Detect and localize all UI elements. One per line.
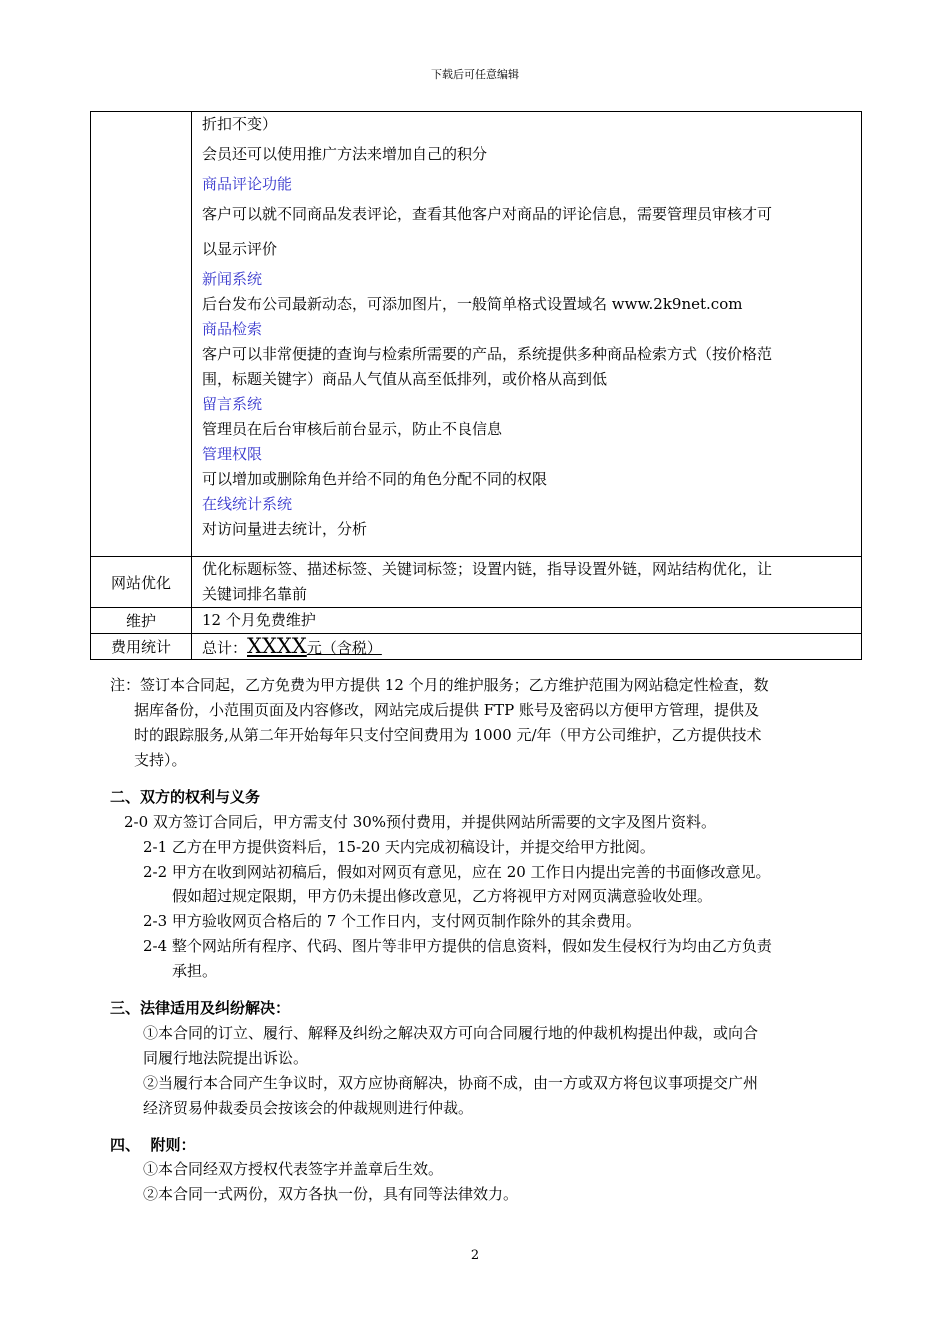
feature-line: 管理员在后台审核后前台显示，防止不良信息 bbox=[202, 420, 503, 438]
maintenance-content bbox=[192, 608, 862, 634]
seo-line-1: 优化标题标签、描述标签、关键词标签；设置内链，指导设置外链，网站结构优化，让 bbox=[202, 560, 773, 578]
note-line-4: 支持）。 bbox=[134, 751, 187, 769]
feature-line: 折扣不变） bbox=[202, 115, 278, 133]
clause-2-4: 2-4 整个网站所有程序、代码、图片等非甲方提供的信息资料，假如发生侵权行为均由乙方负责 bbox=[143, 937, 772, 955]
features-label-cell bbox=[91, 112, 192, 557]
clause-2-2-cont: 假如超过规定限期，甲方仍未提出修改意见，乙方将视甲方对网页满意验收处理。 bbox=[172, 887, 713, 905]
feature-heading: 商品评论功能 bbox=[202, 175, 293, 193]
seo-content bbox=[192, 557, 862, 608]
feature-line: 客户可以就不同商品发表评论，查看其他客户对商品的评论信息，需要管理员审核才可 bbox=[202, 205, 773, 223]
cost-row bbox=[91, 634, 862, 660]
clause-2-4-cont: 承担。 bbox=[172, 962, 218, 980]
note-line-2: 据库备份，小范围页面及内容修改，网站完成后提供 FTP 账号及密码以方便甲方管理，提供及 bbox=[134, 701, 760, 719]
seo-row bbox=[91, 557, 862, 608]
note-line-1: 注：签订本合同起，乙方免费为甲方提供 12 个月的维护服务；乙方维护范围为网站稳定性检查，数 bbox=[110, 676, 769, 694]
feature-heading: 留言系统 bbox=[202, 395, 263, 413]
feature-line: 客户可以非常便捷的查询与检索所需要的产品，系统提供多种商品检索方式（按价格范 bbox=[202, 345, 773, 363]
cost-content bbox=[192, 634, 862, 660]
page-header: 下载后可任意编辑 bbox=[431, 68, 519, 81]
cost-suffix: 元（含税） bbox=[306, 639, 382, 657]
feature-line: 对访问量进去统计，分析 bbox=[202, 520, 368, 538]
seo-line-2: 关键词排名靠前 bbox=[202, 585, 308, 603]
section-3-heading: 三、法律适用及纠纷解决： bbox=[110, 999, 291, 1017]
page-number: 2 bbox=[470, 1248, 480, 1263]
features-row bbox=[91, 112, 862, 557]
clause-2-3: 2-3 甲方验收网页合格后的 7 个工作日内，支付网页制作除外的其余费用。 bbox=[143, 912, 642, 930]
maintenance-note bbox=[110, 673, 850, 773]
cost-label: 费用统计 bbox=[91, 634, 192, 660]
feature-heading: 新闻系统 bbox=[202, 270, 263, 288]
seo-label: 网站优化 bbox=[91, 557, 192, 608]
section-4-heading: 四、 附则： bbox=[110, 1136, 196, 1154]
feature-heading: 商品检索 bbox=[202, 320, 263, 338]
clause-2-0: 2-0 双方签订合同后，甲方需支付 30%预付费用，并提供网站所需要的文字及图片资料。 bbox=[124, 813, 717, 831]
maintenance-text: 12 个月免费维护 bbox=[202, 611, 316, 629]
feature-heading: 在线统计系统 bbox=[202, 495, 293, 513]
clause-3-1: ①本合同的订立、履行、解释及纠纷之解决双方可向合同履行地的仲裁机构提出仲裁，或向合 bbox=[143, 1024, 759, 1042]
maintenance-label: 维护 bbox=[91, 608, 192, 634]
clause-2-2: 2-2 甲方在收到网站初稿后，假如对网页有意见，应在 20 工作日内提出完善的书面修改意见。 bbox=[143, 863, 771, 881]
clause-4-2: ②本合同一式两份，双方各执一份，具有同等法律效力。 bbox=[143, 1185, 519, 1203]
feature-line: 后台发布公司最新动态，可添加图片，一般简单格式设置域名 www.2k9net.com bbox=[202, 295, 743, 313]
section-2-heading: 二、双方的权利与义务 bbox=[110, 788, 261, 806]
features-content-cell bbox=[192, 112, 862, 557]
clause-2-1: 2-1 乙方在甲方提供资料后，15-20 天内完成初稿设计，并提交给甲方批阅。 bbox=[143, 838, 655, 856]
clause-3-1-cont: 同履行地法院提出诉讼。 bbox=[143, 1049, 309, 1067]
feature-line: 会员还可以使用推广方法来增加自己的积分 bbox=[202, 145, 488, 163]
cost-amount: XXXX bbox=[247, 634, 307, 658]
clause-3-2-cont: 经济贸易仲裁委员会按该会的仲裁规则进行仲裁。 bbox=[143, 1099, 474, 1117]
service-table bbox=[90, 111, 862, 660]
clause-3-2: ②当履行本合同产生争议时，双方应协商解决，协商不成，由一方或双方将包议事项提交广州 bbox=[143, 1074, 759, 1092]
feature-line: 可以增加或删除角色并给不同的角色分配不同的权限 bbox=[202, 470, 548, 488]
clause-4-1: ①本合同经双方授权代表签字并盖章后生效。 bbox=[143, 1160, 444, 1178]
cost-line bbox=[202, 634, 853, 659]
maintenance-row bbox=[91, 608, 862, 634]
cost-prefix: 总计： bbox=[202, 639, 248, 657]
feature-line: 以显示评价 bbox=[202, 240, 278, 258]
feature-line: 围，标题关键字）商品人气值从高至低排列，或价格从高到低 bbox=[202, 370, 608, 388]
feature-heading: 管理权限 bbox=[202, 445, 263, 463]
note-line-3: 时的跟踪服务,从第二年开始每年只支付空间费用为 1000 元/年（甲方公司维护，乙方提供技术 bbox=[134, 726, 762, 744]
